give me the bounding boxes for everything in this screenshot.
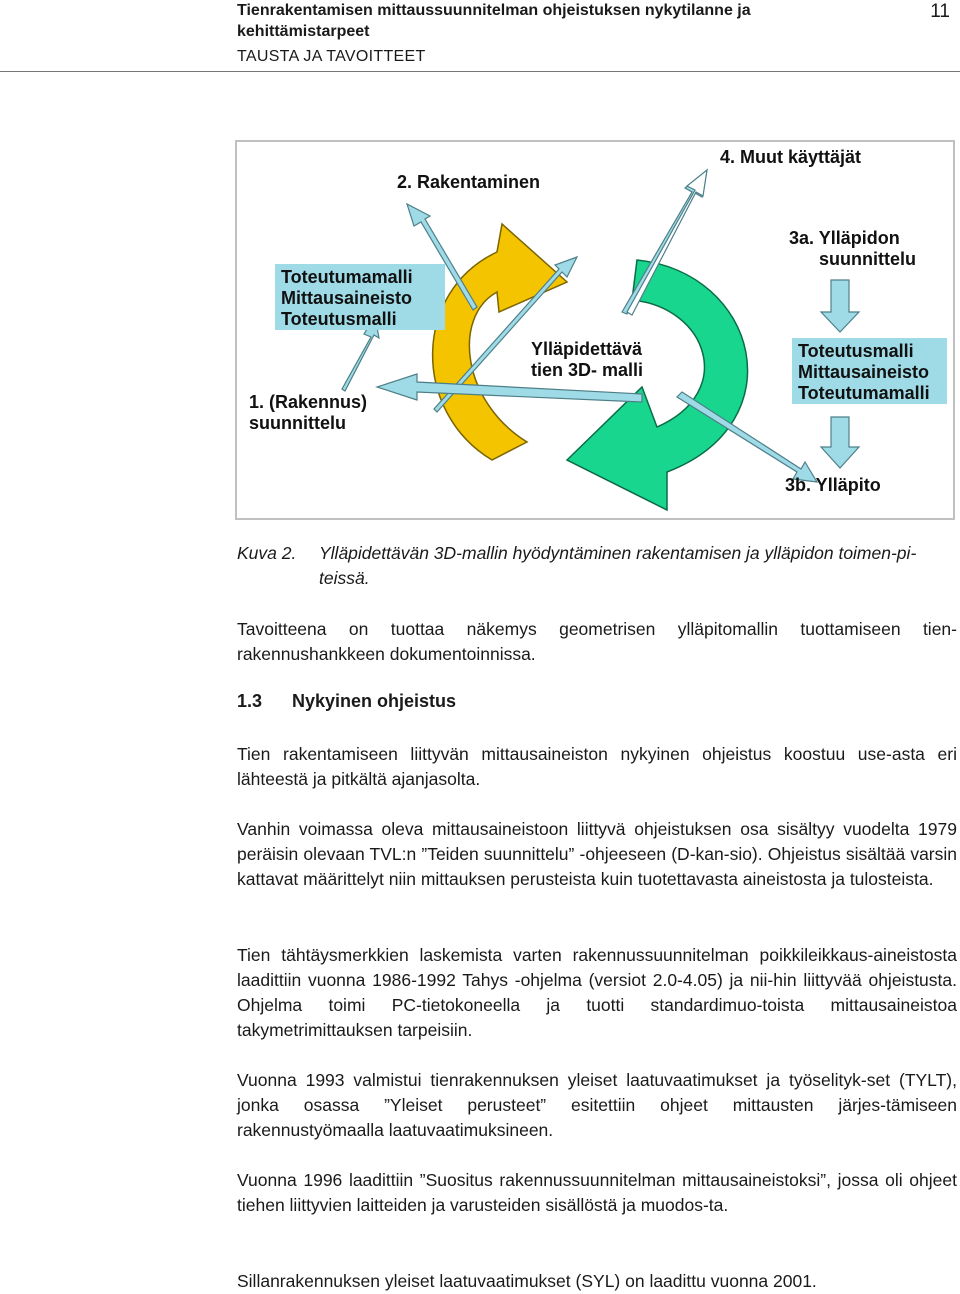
left-box-line1: Toteutumamalli [281,267,413,287]
running-header [237,0,927,67]
section-title: Nykyinen ohjeistus [292,691,457,711]
figure-diagram [235,140,955,520]
cycle-diagram [237,142,953,518]
label-muut-kayttajat: 4. Muut käyttäjät [720,147,862,167]
left-box-line2: Mittausaineisto [281,288,413,308]
label-1-line2: suunnittelu [249,413,346,433]
header-title-line2: kehittämistarpeet [237,23,370,40]
arrow-to-yllapito [821,417,859,468]
left-box-line3: Toteutusmalli [281,309,397,329]
right-info-box [792,338,947,404]
paragraph-3: Vanhin voimassa oleva mittausaineistoon liittyvä ohjeistuksen osa sisältyy vuodelta 1979 peräisin olevaan TVL:n ”Teiden suunnittelu” -ohjeeseen (D-kan-sio). Ohjeistus sisältää varsin kattavat määrittelyt niin mittauksen perusteista kuin tuotettavasta aineistosta ja tulosteista. [237,819,957,889]
right-box-line1: Toteutusmalli [798,341,914,361]
paragraph-4: Tien tähtäysmerkkien laskemista varten rakennussuunnitelman poikkileikkaus-aineistosta laadittiin vuonna 1986-1992 Tahys -ohjelma (versiot 2.0-4.05) ja nii-hin liittyvää ohjeistusta. Ohjelma toimi PC-tietokoneella ja tuotti standardimuo-toista mittausaineistoa takymetrimittauksen tarpeisiin. [237,945,957,1040]
label-center-model [531,339,643,381]
label-3a-line2: suunnittelu [819,249,916,269]
label-rakennus-suunnittelu [249,392,367,434]
paragraph-6: Vuonna 1996 laadittiin ”Suositus rakennussuunnitelman mittausaineistoksi”, jossa oli ohjeet tiehen liittyvien laitteiden ja varusteiden sisällöstä ja muodos-ta. [237,1170,957,1215]
paragraph-5: Vuonna 1993 valmistui tienrakennuksen yleiset laatuvaatimukset ja työselityk-set (TYLT), jonka osassa ”Yleiset perusteet” esitettiin ohjeet mittausten järjes-tämiseen rakennustyömaalla laatuvaatimuksineen. [237,1070,957,1140]
paragraph-1: Tavoitteena on tuottaa näkemys geometrisen ylläpitomallin tuottamiseen tien-rakennushankkeen dokumentoinnissa. [237,619,957,664]
label-1-line1: 1. (Rakennus) [249,392,368,412]
green-cycle-arrow [567,260,748,510]
section-heading [237,691,456,712]
header-rule [0,71,960,72]
paragraph-2: Tien rakentamiseen liittyvän mittausaineiston nykyinen ohjeistus koostuu use-asta eri lähteestä ja pitkältä ajanjasolta. [237,744,957,789]
left-info-box [275,264,445,330]
page-number: 11 [930,1,950,22]
header-section: TAUSTA JA TAVOITTEET [237,48,426,65]
paragraph-7: Sillanrakennuksen yleiset laatuvaatimukset (SYL) on laadittu vuonna 2001. [237,1271,817,1291]
center-line1: Ylläpidettävä [531,339,643,359]
section-number: 1.3 [237,691,263,711]
label-yllapidon-suunnittelu [789,228,916,270]
header-title [237,0,927,42]
arrow-from-ylläpidon-suunnittelu [821,280,859,332]
caption-text: Ylläpidettävän 3D-mallin hyödyntäminen rakentamisen ja ylläpidon toimen-piteissä. [319,543,917,588]
label-yllapito: 3b. Ylläpito [785,475,881,495]
label-rakentaminen: 2. Rakentaminen [397,172,541,192]
caption-label: Kuva 2. [237,543,297,563]
header-title-line1: Tienrakentamisen mittaussuunnitelman ohjeistuksen nykytilanne ja [237,2,751,19]
right-box-line3: Toteutumamalli [798,383,930,403]
right-box-line2: Mittausaineisto [798,362,930,382]
center-line2: tien 3D- malli [531,360,644,380]
figure-caption [237,541,952,591]
label-3a-line1: 3a. Ylläpidon [789,228,900,248]
